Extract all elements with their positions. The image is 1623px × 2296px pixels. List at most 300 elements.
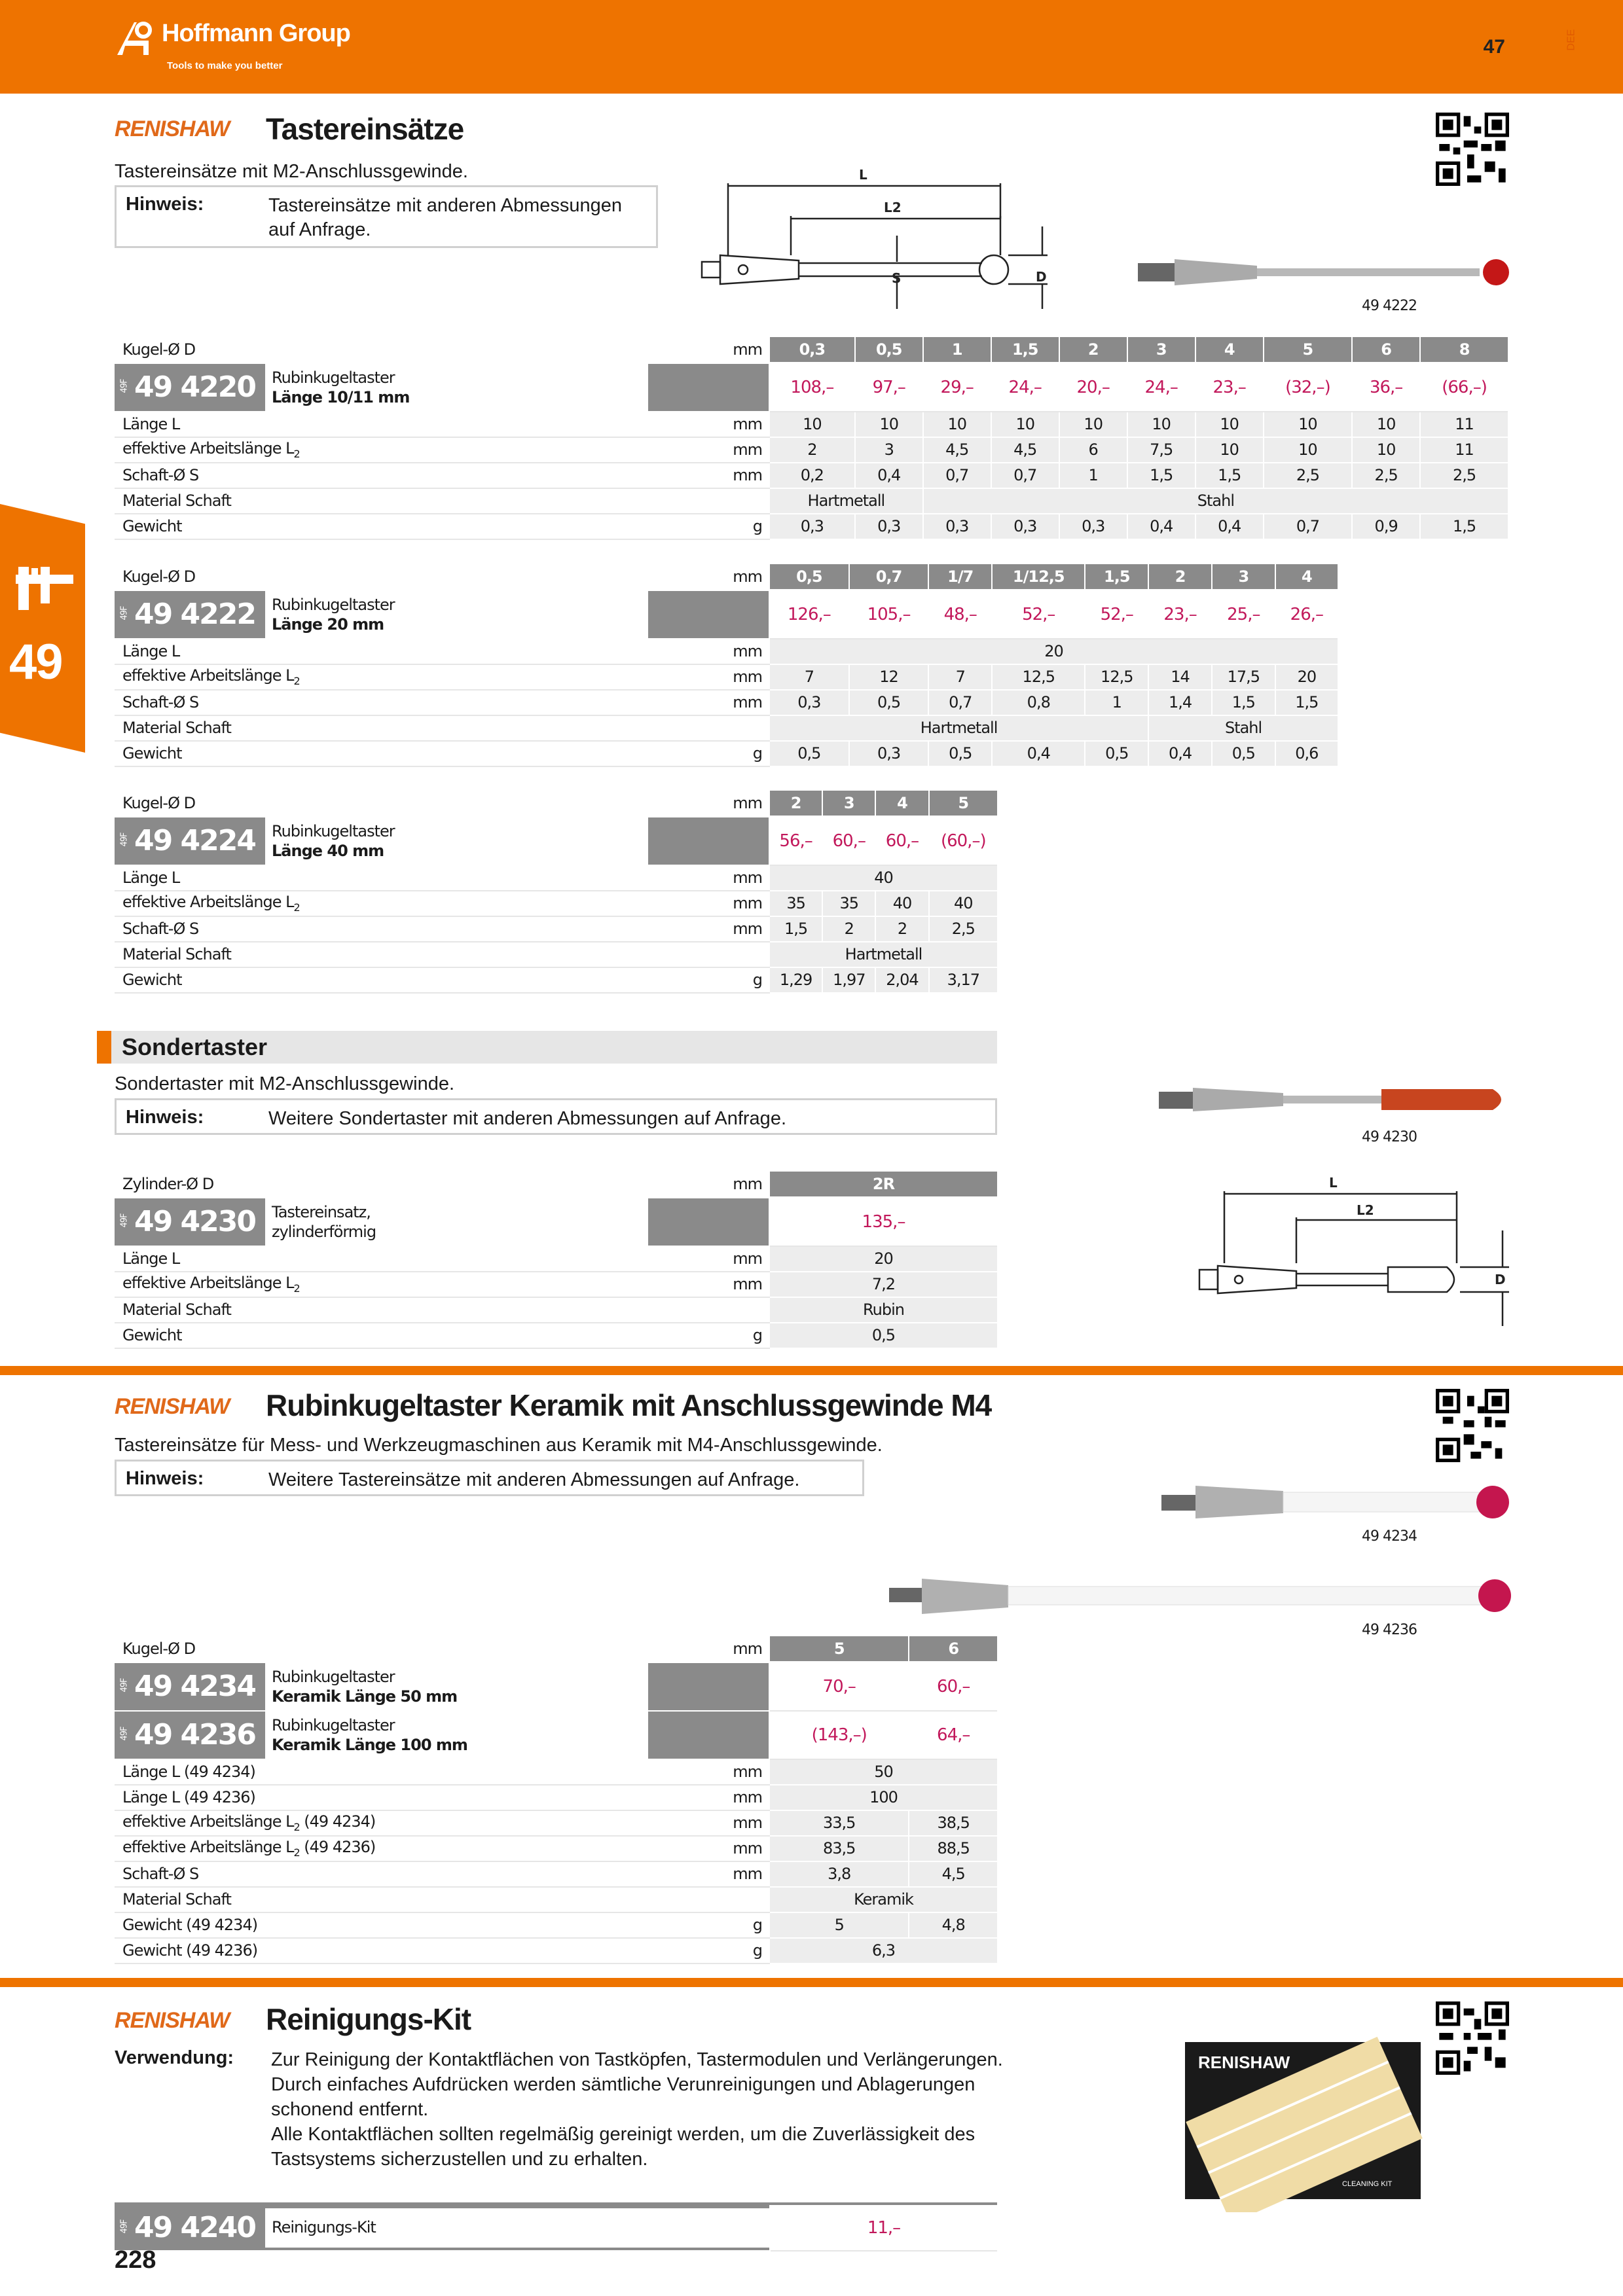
row-unit: mm xyxy=(619,1810,769,1836)
article-row[interactable] xyxy=(115,1662,997,1711)
cell: 0,3 xyxy=(849,741,929,766)
header-cell: 3 xyxy=(1127,337,1195,363)
kit-label-text: CLEANING KIT xyxy=(1342,2180,1393,2188)
label-subscript: 2 xyxy=(293,1821,300,1833)
article-row[interactable] xyxy=(115,1197,997,1246)
cell: 1,5 xyxy=(1212,690,1275,715)
article-description xyxy=(265,591,648,638)
label-subscript: 2 xyxy=(293,675,300,687)
table-494222 xyxy=(115,564,1338,767)
cell: Hartmetall xyxy=(769,715,1148,741)
header-cell: 6 xyxy=(1352,337,1420,363)
subsection-header xyxy=(97,1031,997,1064)
row-unit: g xyxy=(619,967,769,993)
header-cell: 2R xyxy=(769,1172,997,1197)
label-suffix: (49 4234) xyxy=(299,1812,376,1831)
cylinder-stylus-photo xyxy=(1152,1073,1519,1126)
cell: 1,4 xyxy=(1148,690,1212,715)
section-intro: Tastereinsätze für Mess- und Werkzeugmaschinen aus Keramik mit M4-Anschlussgewinde. xyxy=(115,1435,883,1456)
cell: 0,2 xyxy=(769,463,855,488)
table-row xyxy=(115,1810,997,1836)
header-cell: 0,3 xyxy=(769,337,855,363)
cell: 12,5 xyxy=(992,664,1085,690)
price-cell[interactable]: (60,–) xyxy=(929,816,997,865)
dim-label-L: L xyxy=(859,167,867,183)
row-unit: mm xyxy=(619,664,769,690)
row-unit: g xyxy=(619,741,769,766)
cell: 10 xyxy=(1059,412,1127,437)
label-text: effektive Arbeitslänge L xyxy=(122,1812,294,1831)
section-divider xyxy=(0,1978,1623,1987)
table-row xyxy=(115,412,1508,437)
cell: 20 xyxy=(769,1246,997,1272)
article-number: 49 4222 xyxy=(134,598,256,631)
cell: 0,5 xyxy=(1212,741,1275,766)
note-label: Hinweis: xyxy=(126,194,204,215)
chapter-number: 49 xyxy=(9,634,62,690)
cell: 20 xyxy=(769,639,1338,664)
row-label: Kugel-Ø D xyxy=(115,564,619,590)
row-unit: mm xyxy=(619,916,769,942)
label-text: effektive Arbeitslänge L xyxy=(122,666,294,685)
cell: 0,3 xyxy=(1059,514,1127,539)
cell: 0,7 xyxy=(928,690,992,715)
note-line: Tastereinsätze mit anderen Abmessungen xyxy=(268,195,623,216)
article-number: 49 4224 xyxy=(134,824,256,857)
cell: 4,8 xyxy=(909,1912,997,1938)
price-cell[interactable]: 20,– xyxy=(1059,363,1127,412)
row-label: Gewicht xyxy=(115,967,619,993)
header-cell: 1,5 xyxy=(991,337,1059,363)
article-number: 49 4234 xyxy=(134,1670,256,1703)
article-cell[interactable] xyxy=(115,1197,769,1246)
cell: 1,5 xyxy=(1127,463,1195,488)
header-cell: 6 xyxy=(909,1636,997,1662)
desc-line-bold: Keramik Länge 100 mm xyxy=(272,1735,467,1754)
price-cell[interactable]: 52,– xyxy=(992,590,1085,639)
cell: 2 xyxy=(769,437,855,463)
row-unit xyxy=(619,488,769,514)
table-row xyxy=(115,865,997,891)
cell: 14 xyxy=(1148,664,1212,690)
price-cell[interactable]: 135,– xyxy=(769,1197,997,1246)
cell: 38,5 xyxy=(909,1810,997,1836)
usage-line: Alle Kontaktflächen sollten regelmäßig gereinigt werden, um die Zuverlässigkeit des xyxy=(271,2124,976,2145)
cell: 6,3 xyxy=(769,1938,997,1964)
row-label xyxy=(115,437,619,463)
cell: 1 xyxy=(1059,463,1127,488)
cell: 2 xyxy=(822,916,875,942)
table-row xyxy=(115,463,1508,488)
row-label: Schaft-Ø S xyxy=(115,690,619,715)
price-cell[interactable]: (32,–) xyxy=(1264,363,1352,412)
row-unit: mm xyxy=(619,891,769,916)
cell: 0,5 xyxy=(849,690,929,715)
table-row xyxy=(115,891,997,916)
cell: 0,4 xyxy=(1148,741,1212,766)
article-prefix: 49F xyxy=(119,2219,130,2234)
ceramic-stylus-100-photo xyxy=(884,1571,1519,1630)
usage-line: Tastsystems sicherzustellen und zu erhalten. xyxy=(271,2149,648,2170)
table-ceramic xyxy=(115,1636,997,1964)
table-row xyxy=(115,514,1508,539)
row-label: Gewicht xyxy=(115,514,619,539)
table-row xyxy=(115,1938,997,1964)
cell: 1,5 xyxy=(1275,690,1338,715)
renishaw-logo: RENISHAW xyxy=(115,117,230,141)
price-cell[interactable]: 105,– xyxy=(849,590,929,639)
hoffmann-logo-icon xyxy=(115,18,155,59)
article-number: 49 4236 xyxy=(134,1718,256,1751)
label-suffix: (49 4236) xyxy=(299,1838,376,1856)
row-unit: mm xyxy=(619,865,769,891)
price-cell[interactable]: 24,– xyxy=(991,363,1059,412)
price-cell[interactable]: 48,– xyxy=(928,590,992,639)
ceramic-stylus-50-photo xyxy=(1152,1473,1519,1532)
note-label: Hinweis: xyxy=(126,1107,204,1128)
article-prefix: 49F xyxy=(119,1727,130,1741)
cell: 0,7 xyxy=(1264,514,1352,539)
price-cell[interactable]: 29,– xyxy=(923,363,991,412)
cell: 1,97 xyxy=(822,967,875,993)
cell: 10 xyxy=(1352,437,1420,463)
cell: 2,5 xyxy=(929,916,997,942)
row-label xyxy=(115,1836,619,1861)
table-row xyxy=(115,942,997,967)
cell: 11 xyxy=(1420,437,1508,463)
price-cell[interactable]: 108,– xyxy=(769,363,855,412)
price-cell[interactable]: 25,– xyxy=(1212,590,1275,639)
article-cell[interactable] xyxy=(115,1662,769,1711)
article-row[interactable] xyxy=(115,2204,997,2251)
cell: 4,5 xyxy=(923,437,991,463)
row-unit: mm xyxy=(619,1861,769,1887)
cell: 4,5 xyxy=(909,1861,997,1887)
cell: 3 xyxy=(855,437,923,463)
cell: 35 xyxy=(769,891,822,916)
price-cell[interactable]: 70,– xyxy=(769,1662,909,1711)
cell: 12,5 xyxy=(1085,664,1148,690)
dim-label-L2: L2 xyxy=(1357,1202,1374,1218)
header-cell: 5 xyxy=(1264,337,1352,363)
article-cell[interactable] xyxy=(115,816,769,865)
cell: 1,5 xyxy=(1195,463,1264,488)
cell: 0,4 xyxy=(1127,514,1195,539)
desc-line-bold: Länge 20 mm xyxy=(272,615,384,634)
table-cleaning-kit xyxy=(115,2202,997,2251)
cell: 88,5 xyxy=(909,1836,997,1861)
price-cell[interactable]: 36,– xyxy=(1352,363,1420,412)
header-cell: 1,5 xyxy=(1085,564,1148,590)
cell: 3,17 xyxy=(929,967,997,993)
cell: 10 xyxy=(923,412,991,437)
cell: 40 xyxy=(875,891,928,916)
row-label: Länge L (49 4234) xyxy=(115,1759,619,1785)
header-cell: 3 xyxy=(822,791,875,816)
row-unit: mm xyxy=(619,1636,769,1662)
header-cell: 1/12,5 xyxy=(992,564,1085,590)
usage-text xyxy=(271,2047,1003,2172)
article-cell[interactable] xyxy=(115,2204,770,2251)
table-row xyxy=(115,488,1508,514)
article-cell[interactable] xyxy=(115,363,769,412)
cell: 10 xyxy=(1264,437,1352,463)
table-494230 xyxy=(115,1172,997,1349)
row-unit: mm xyxy=(619,337,769,363)
stylus-photo xyxy=(1126,249,1519,301)
row-label: Kugel-Ø D xyxy=(115,337,619,363)
header-cell: 5 xyxy=(929,791,997,816)
cell: 1 xyxy=(1085,690,1148,715)
qr-code-icon[interactable] xyxy=(1436,113,1509,186)
row-label: Länge L (49 4236) xyxy=(115,1785,619,1810)
table-row xyxy=(115,664,1338,690)
chapter-tab[interactable] xyxy=(0,504,85,753)
label-subscript: 2 xyxy=(293,448,300,460)
table-row xyxy=(115,1836,997,1861)
stylus-dimension-drawing xyxy=(694,164,1061,314)
label-subscript: 2 xyxy=(293,1282,300,1295)
header-cell: 3 xyxy=(1212,564,1275,590)
usage-line: schonend entfernt. xyxy=(271,2099,429,2120)
cell: 0,6 xyxy=(1275,741,1338,766)
dim-label-S: S xyxy=(892,270,902,286)
table-494220 xyxy=(115,337,1508,540)
row-unit: mm xyxy=(619,690,769,715)
article-number: 49 4230 xyxy=(134,1205,256,1238)
price-cell[interactable]: 23,– xyxy=(1148,590,1212,639)
row-unit xyxy=(619,1887,769,1912)
row-label: Gewicht xyxy=(115,1323,619,1348)
price-cell[interactable]: 11,– xyxy=(770,2204,997,2251)
row-unit: mm xyxy=(619,437,769,463)
section-divider xyxy=(0,1366,1623,1375)
price-cell[interactable]: 97,– xyxy=(855,363,923,412)
table-header-row xyxy=(115,1636,997,1662)
photo-caption: 49 4230 xyxy=(1362,1129,1417,1145)
page-number: 228 xyxy=(115,2246,156,2274)
label-text: effektive Arbeitslänge L xyxy=(122,1274,294,1292)
row-unit: g xyxy=(619,1938,769,1964)
cell: 0,4 xyxy=(992,741,1085,766)
price-cell[interactable]: 52,– xyxy=(1085,590,1148,639)
label-subscript: 2 xyxy=(293,1846,300,1859)
caliper-icon xyxy=(12,562,77,614)
cell: 2,5 xyxy=(1352,463,1420,488)
cell: 0,4 xyxy=(1195,514,1264,539)
article-prefix: 49F xyxy=(119,1213,130,1228)
cell: 0,5 xyxy=(1085,741,1148,766)
note-box xyxy=(115,1460,864,1496)
language-code: DEE xyxy=(1565,29,1577,51)
header-cell: 4 xyxy=(875,791,928,816)
qr-code-icon[interactable] xyxy=(1436,1389,1509,1462)
article-prefix: 49F xyxy=(119,379,130,393)
article-description xyxy=(265,1663,648,1710)
article-description xyxy=(265,1198,648,1246)
row-unit: mm xyxy=(619,1246,769,1272)
desc-line-bold: Länge 10/11 mm xyxy=(272,387,410,406)
cell: 33,5 xyxy=(769,1810,909,1836)
cell: 11 xyxy=(1420,412,1508,437)
qr-code-icon[interactable] xyxy=(1436,2001,1509,2075)
cell: 4,5 xyxy=(991,437,1059,463)
table-row xyxy=(115,1861,997,1887)
header-page-number: 47 xyxy=(1483,36,1505,58)
brand-tagline: Tools to make you better xyxy=(167,60,283,71)
cell: 0,8 xyxy=(992,690,1085,715)
renishaw-logo: RENISHAW xyxy=(115,2008,230,2033)
row-unit: mm xyxy=(619,1272,769,1297)
price-cell[interactable]: 23,– xyxy=(1195,363,1264,412)
section-title: Reinigungs-Kit xyxy=(266,2002,471,2036)
row-unit: mm xyxy=(619,564,769,590)
cell: 50 xyxy=(769,1759,997,1785)
article-number: 49 4240 xyxy=(134,2211,256,2244)
cell: 0,3 xyxy=(769,690,849,715)
row-label xyxy=(115,664,619,690)
header-cell: 2 xyxy=(1059,337,1127,363)
desc-line: Tastereinsatz, xyxy=(272,1202,371,1221)
cell: 0,3 xyxy=(923,514,991,539)
cell: 0,9 xyxy=(1352,514,1420,539)
cell: 35 xyxy=(822,891,875,916)
subsection-title: Sondertaster xyxy=(122,1033,268,1060)
row-unit xyxy=(619,715,769,741)
table-row xyxy=(115,437,1508,463)
price-cell[interactable]: 24,– xyxy=(1127,363,1195,412)
row-label: Schaft-Ø S xyxy=(115,463,619,488)
label-subscript: 2 xyxy=(293,901,300,914)
price-cell[interactable]: 126,– xyxy=(769,590,849,639)
label-text: effektive Arbeitslänge L xyxy=(122,893,294,911)
cell: 10 xyxy=(769,412,855,437)
cell: 3,8 xyxy=(769,1861,909,1887)
note-label: Hinweis: xyxy=(126,1468,204,1489)
table-row xyxy=(115,690,1338,715)
dim-label-D: D xyxy=(1495,1272,1506,1287)
row-label: Schaft-Ø S xyxy=(115,1861,619,1887)
table-494224 xyxy=(115,791,997,994)
cell: 1,5 xyxy=(1420,514,1508,539)
cell: 2 xyxy=(875,916,928,942)
desc-line: Rubinkugeltaster xyxy=(272,821,395,840)
price-cell[interactable]: (66,–) xyxy=(1420,363,1508,412)
cell: 40 xyxy=(769,865,997,891)
article-row[interactable] xyxy=(115,1711,997,1759)
cell: 10 xyxy=(991,412,1059,437)
cell: 1,5 xyxy=(769,916,822,942)
note-box xyxy=(115,185,658,248)
article-description xyxy=(265,817,648,865)
table-row xyxy=(115,967,997,993)
cell: 0,7 xyxy=(991,463,1059,488)
table-row xyxy=(115,1912,997,1938)
cell: 1,29 xyxy=(769,967,822,993)
cell: 0,7 xyxy=(923,463,991,488)
note-text: Weitere Tastereinsätze mit anderen Abmessungen auf Anfrage. xyxy=(268,1469,800,1490)
cell: 0,5 xyxy=(769,1323,997,1348)
row-label: Länge L xyxy=(115,865,619,891)
cell: 5 xyxy=(769,1912,909,1938)
cell: 10 xyxy=(855,412,923,437)
price-cell[interactable]: 60,– xyxy=(822,816,875,865)
cell: 10 xyxy=(1195,437,1264,463)
price-cell[interactable]: 56,– xyxy=(769,816,822,865)
cell: 0,4 xyxy=(855,463,923,488)
row-unit: g xyxy=(619,1323,769,1348)
table-row xyxy=(115,715,1338,741)
row-unit: g xyxy=(619,1912,769,1938)
header-cell: 2 xyxy=(769,791,822,816)
note-text xyxy=(268,194,622,242)
article-row[interactable] xyxy=(115,590,1338,639)
row-unit: mm xyxy=(619,412,769,437)
table-row xyxy=(115,639,1338,664)
article-number: 49 4220 xyxy=(134,370,256,404)
desc-line: Rubinkugeltaster xyxy=(272,1715,395,1734)
header-cell: 5 xyxy=(769,1636,909,1662)
article-cell[interactable] xyxy=(115,590,769,639)
row-unit: mm xyxy=(619,463,769,488)
cell: Hartmetall xyxy=(769,942,997,967)
article-cell[interactable] xyxy=(115,1711,769,1759)
article-description xyxy=(265,1712,648,1759)
desc-line: Rubinkugeltaster xyxy=(272,1667,395,1686)
price-cell[interactable]: 60,– xyxy=(875,816,928,865)
cell: Keramik xyxy=(769,1887,997,1912)
desc-line: zylinderförmig xyxy=(272,1222,376,1241)
cell: 0,3 xyxy=(855,514,923,539)
section-title: Rubinkugeltaster Keramik mit Anschlussgewinde M4 xyxy=(266,1388,992,1422)
price-cell[interactable]: 26,– xyxy=(1275,590,1338,639)
cell: 0,5 xyxy=(928,741,992,766)
cell: 2,5 xyxy=(1264,463,1352,488)
article-description: Reinigungs-Kit xyxy=(265,2208,769,2248)
cell: 7,2 xyxy=(769,1272,997,1297)
cell: 7 xyxy=(769,664,849,690)
table-header-row xyxy=(115,1172,997,1197)
brand-logo[interactable] xyxy=(115,14,390,80)
desc-line: Rubinkugeltaster xyxy=(272,595,395,614)
usage-line: Zur Reinigung der Kontaktflächen von Tastköpfen, Tastermodulen und Verlängerungen. xyxy=(271,2049,1003,2070)
row-unit: mm xyxy=(619,639,769,664)
row-unit: g xyxy=(619,514,769,539)
header-cell: 4 xyxy=(1195,337,1264,363)
article-row[interactable] xyxy=(115,816,997,865)
photo-caption: 49 4234 xyxy=(1362,1528,1417,1545)
section-title: Tastereinsätze xyxy=(266,112,464,146)
label-text: effektive Arbeitslänge L xyxy=(122,1838,294,1856)
cell: 0,3 xyxy=(769,514,855,539)
header-cell: 4 xyxy=(1275,564,1338,590)
row-label: Gewicht (49 4236) xyxy=(115,1938,619,1964)
cell: Hartmetall xyxy=(769,488,923,514)
header-cell: 8 xyxy=(1420,337,1508,363)
desc-line-bold: Länge 40 mm xyxy=(272,841,384,860)
price-cell[interactable]: 64,– xyxy=(909,1711,997,1759)
article-description xyxy=(265,364,648,411)
article-row[interactable] xyxy=(115,363,1508,412)
row-label: Material Schaft xyxy=(115,488,619,514)
cell: 6 xyxy=(1059,437,1127,463)
price-cell[interactable]: (143,–) xyxy=(769,1711,909,1759)
header-cell: 2 xyxy=(1148,564,1212,590)
cell: 83,5 xyxy=(769,1836,909,1861)
price-cell[interactable]: 60,– xyxy=(909,1662,997,1711)
row-unit: mm xyxy=(619,791,769,816)
cell: 0,5 xyxy=(769,741,849,766)
